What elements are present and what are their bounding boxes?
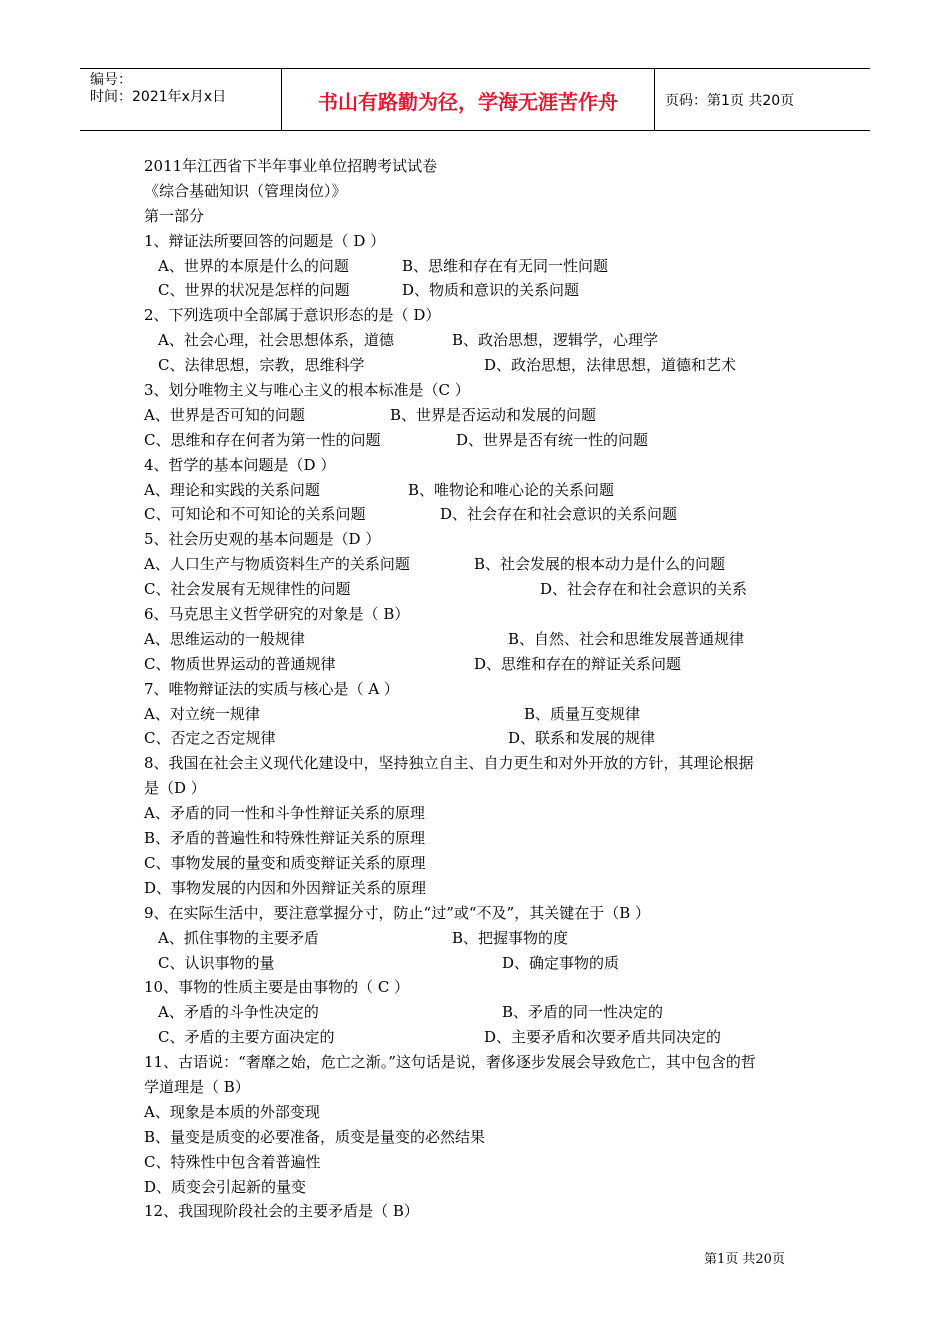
question-stem: 7、唯物辩证法的实质与核心是（ A ） <box>144 679 399 698</box>
option-row <box>144 478 814 503</box>
number-label: 编号： <box>90 72 132 88</box>
question-stem: 11、古语说：“奢靡之始，危亡之渐。”这句话是说，奢侈逐步发展会导致危亡，其中包含的哲 <box>144 1053 756 1072</box>
option-c: C、否定之否定规律 <box>144 729 276 748</box>
option-d: D、确定事物的质 <box>502 953 620 972</box>
option-d: D、社会存在和社会意识的关系 <box>540 580 748 599</box>
question-stem: 4、哲学的基本问题是（D ） <box>144 455 336 474</box>
header-page-cell <box>655 69 870 130</box>
question-stem: 10、事物的性质主要是由事物的（ C ） <box>144 978 410 997</box>
option-a: A、抓住事物的主要矛盾 <box>158 928 319 947</box>
question-stem: 9、在实际生活中，要注意掌握分寸，防止“过”或“不及”，其关键在于（B ） <box>144 903 651 922</box>
option-row <box>144 1025 814 1050</box>
question-stem: 12、我国现阶段社会的主要矛盾是（ B） <box>144 1202 419 1221</box>
option-b: B、质量互变规律 <box>524 704 641 723</box>
header-motto-cell <box>282 69 655 130</box>
motto: 书山有路勤为径，学海无涯苦作舟 <box>318 90 618 114</box>
option-d: D、主要矛盾和次要矛盾共同决定的 <box>484 1028 722 1047</box>
option-c: C、认识事物的量 <box>158 953 275 972</box>
option-a: A、矛盾的同一性和斗争性辩证关系的原理 <box>144 804 425 823</box>
option-row <box>144 1000 814 1025</box>
question-stem-cont: 是（D ） <box>144 779 206 798</box>
option-row <box>144 552 814 577</box>
option-b: B、把握事物的度 <box>452 928 569 947</box>
option-a: A、社会心理，社会思想体系，道德 <box>158 331 394 350</box>
doc-title: 2011年江西省下半年事业单位招聘考试试卷 <box>144 157 438 175</box>
option-c: C、法律思想，宗教，思维科学 <box>158 356 365 375</box>
option-row <box>144 353 814 378</box>
option-d: D、政治思想，法律思想，道德和艺术 <box>484 356 737 375</box>
option-a: A、世界的本原是什么的问题 <box>158 256 349 275</box>
option-row <box>144 577 814 602</box>
option-b: B、社会发展的根本动力是什么的问题 <box>474 555 726 574</box>
option-c: C、世界的状况是怎样的问题 <box>158 281 350 300</box>
option-c: C、可知论和不可知论的关系问题 <box>144 505 366 524</box>
option-c: C、思维和存在何者为第一性的问题 <box>144 430 381 449</box>
option-b: B、世界是否运动和发展的问题 <box>390 405 597 424</box>
option-c: C、事物发展的量变和质变辩证关系的原理 <box>144 853 426 872</box>
question-stem: 8、我国在社会主义现代化建设中，坚持独立自主、自力更生和对外开放的方针，其理论根据 <box>144 754 754 773</box>
question-stem: 1、辩证法所要回答的问题是（ D ） <box>144 231 386 250</box>
question-stem: 2、下列选项中全部属于意识形态的是（ D） <box>144 306 441 325</box>
option-a: A、世界是否可知的问题 <box>144 405 305 424</box>
header-meta-cell <box>80 69 282 130</box>
option-a: A、人口生产与物质资料生产的关系问题 <box>144 555 410 574</box>
doc-part: 第一部分 <box>144 206 205 225</box>
option-row <box>144 428 814 453</box>
question-stem-cont: 学道理是（ B） <box>144 1077 250 1096</box>
option-d: D、世界是否有统一性的问题 <box>456 430 649 449</box>
option-d: D、思维和存在的辩证关系问题 <box>474 654 682 673</box>
option-d: D、社会存在和社会意识的关系问题 <box>440 505 678 524</box>
option-row <box>144 726 814 751</box>
option-c: C、特殊性中包含着普遍性 <box>144 1152 321 1171</box>
option-c: C、矛盾的主要方面决定的 <box>158 1028 335 1047</box>
option-row <box>144 403 814 428</box>
header-page-info: 页码：第1页 共20页 <box>665 93 795 109</box>
option-a: A、对立统一规律 <box>144 704 260 723</box>
option-row <box>144 278 814 303</box>
option-d: D、事物发展的内因和外因辩证关系的原理 <box>144 878 427 897</box>
option-b: B、量变是质变的必要准备，质变是量变的必然结果 <box>144 1127 486 1146</box>
option-a: A、思维运动的一般规律 <box>144 629 305 648</box>
option-b: B、政治思想，逻辑学，心理学 <box>452 331 659 350</box>
option-a: A、矛盾的斗争性决定的 <box>158 1003 319 1022</box>
option-b: B、唯物论和唯心论的关系问题 <box>408 480 615 499</box>
page-header <box>80 68 870 131</box>
option-b: B、矛盾的普遍性和特殊性辩证关系的原理 <box>144 829 426 848</box>
option-row <box>144 502 814 527</box>
option-a: A、理论和实践的关系问题 <box>144 480 320 499</box>
option-row <box>144 254 814 279</box>
option-row <box>144 627 814 652</box>
option-row <box>144 926 814 951</box>
option-c: C、社会发展有无规律性的问题 <box>144 580 351 599</box>
option-b: B、自然、社会和思维发展普通规律 <box>508 629 745 648</box>
option-c: C、物质世界运动的普通规律 <box>144 654 336 673</box>
option-row <box>144 652 814 677</box>
option-d: D、物质和意识的关系问题 <box>402 281 580 300</box>
option-a: A、现象是本质的外部变现 <box>144 1102 320 1121</box>
option-row <box>144 328 814 353</box>
option-row <box>144 702 814 727</box>
question-stem: 3、划分唯物主义与唯心主义的根本标准是（C ） <box>144 381 470 400</box>
option-d: D、联系和发展的规律 <box>508 729 656 748</box>
document-body <box>144 154 814 1224</box>
doc-subtitle: 《综合基础知识（管理岗位）》 <box>144 181 347 200</box>
option-b: B、思维和存在有无同一性问题 <box>402 256 609 275</box>
question-stem: 5、社会历史观的基本问题是（D ） <box>144 530 381 549</box>
option-d: D、质变会引起新的量变 <box>144 1177 307 1196</box>
option-b: B、矛盾的同一性决定的 <box>502 1003 664 1022</box>
option-row <box>144 951 814 976</box>
question-stem: 6、马克思主义哲学研究的对象是（ B） <box>144 605 410 624</box>
time-label: 时间：2021年x月x日 <box>90 89 227 105</box>
page-footer: 第1页 共20页 <box>704 1252 785 1267</box>
